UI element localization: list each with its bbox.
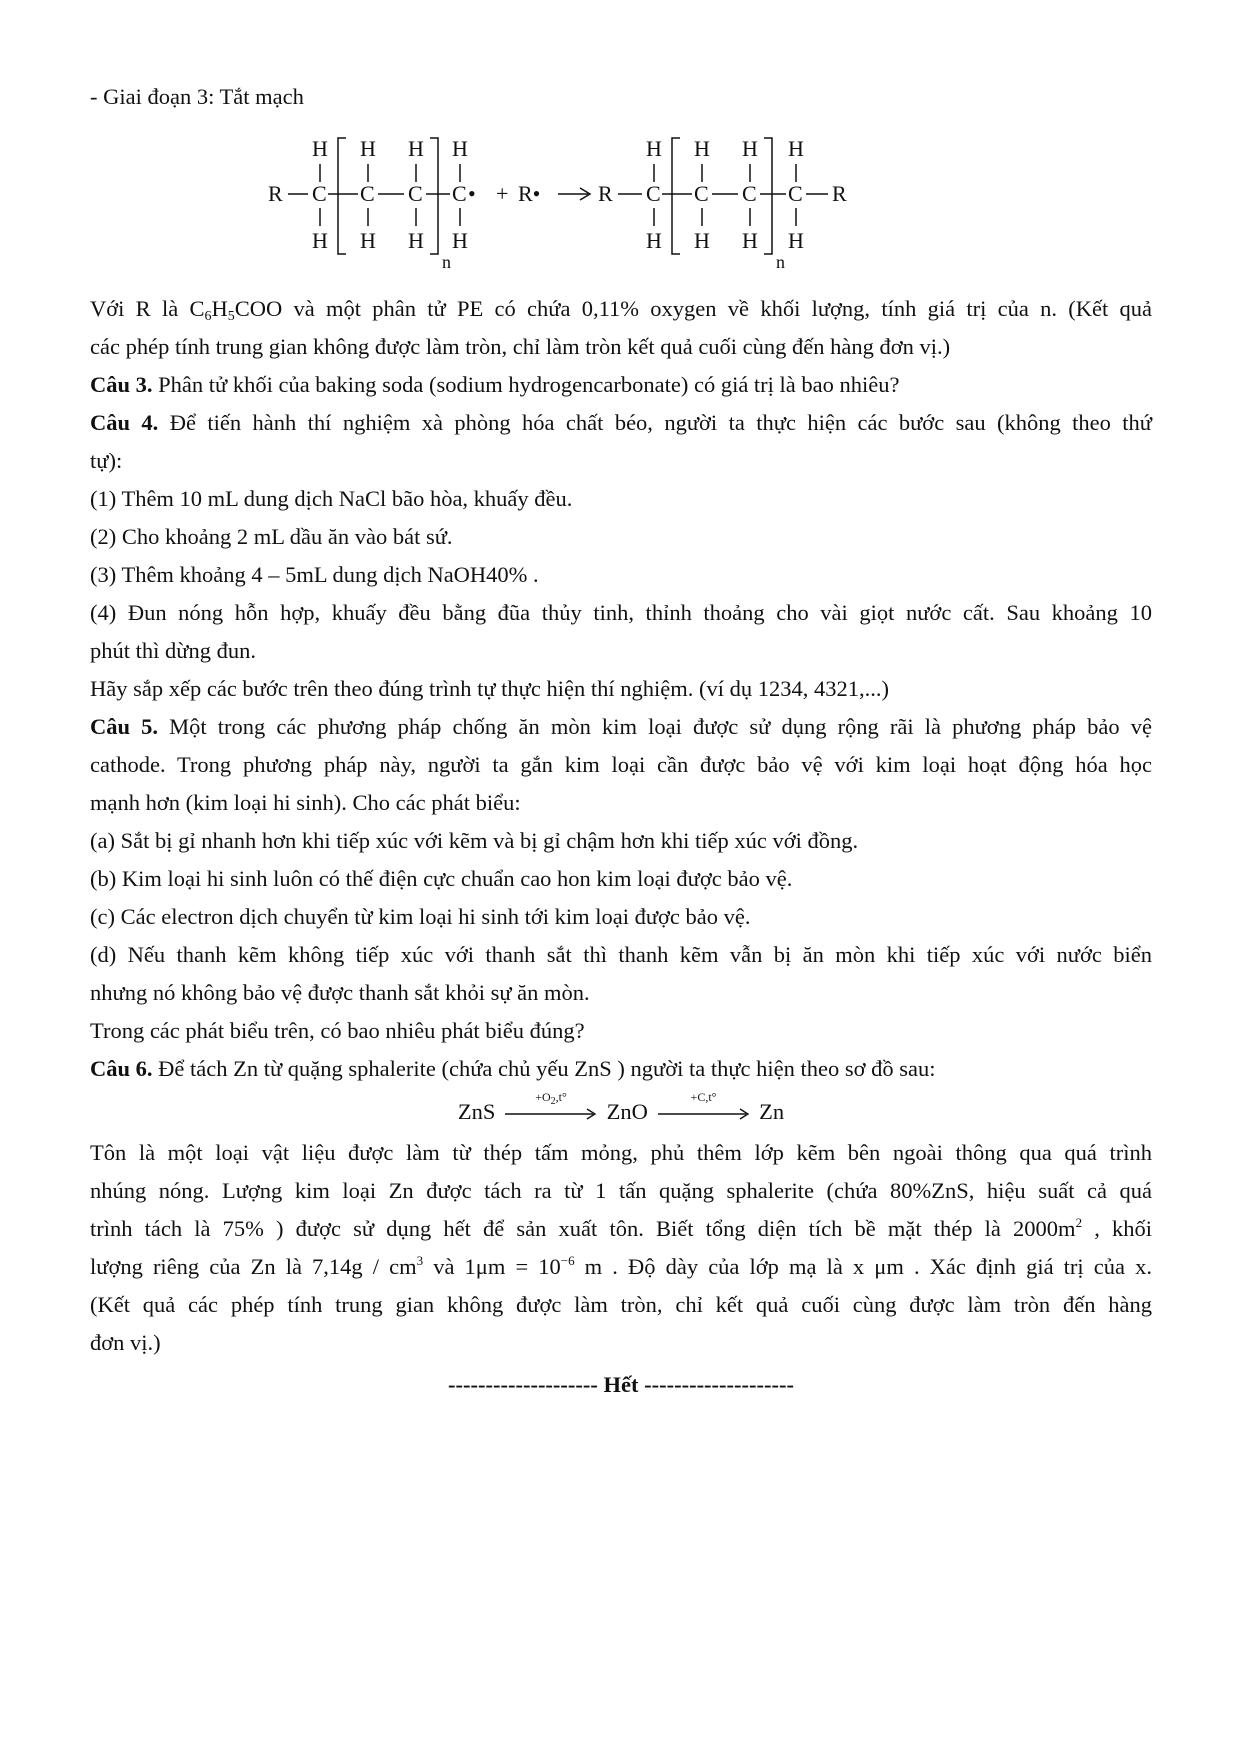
r-formula: $C_6H_5COO$ [189, 296, 283, 324]
reaction-structure-svg [268, 126, 1028, 276]
left-r-group: R [268, 181, 283, 206]
svg-text:H: H [788, 136, 804, 161]
scheme-condition-2: +C,t° [690, 1089, 717, 1104]
q4-label: Câu 4. [90, 410, 159, 435]
q5-question: Trong các phát biểu trên, có bao nhiêu phát biểu đúng? [90, 1018, 585, 1043]
q5-statement-d-line-1: (d) Nếu thanh kẽm không tiếp xúc với thanh sắt thì thanh kẽm vẫn bị ăn mòn khi tiếp xúc với nước biển [90, 942, 1152, 967]
svg-text:H: H [312, 136, 328, 161]
svg-text:H: H [408, 228, 424, 253]
q4-step-4-line-1: (4) Đun nóng hỗn hợp, khuấy đều bằng đũa thủy tinh, thỉnh thoảng cho vài giọt nước cất. Sau khoảng 10 [90, 600, 1152, 625]
svg-text:H: H [360, 228, 376, 253]
question-4-line-2: tự): [90, 448, 123, 473]
q4-step-4-line-2: phút thì dừng đun. [90, 638, 256, 663]
q6-paragraph-line-3: trình tách là 75% ) được sử dụng hết để sản xuất tôn. Biết tổng diện tích bề mặt thép là $2000m^2$ , khối [90, 1215, 1152, 1241]
q5-statement-b: (b) Kim loại hi sinh luôn có thế điện cực chuẩn cao hon kim loại được bảo vệ. [90, 866, 793, 891]
q6-paragraph-line-5: (Kết quả các phép tính trung gian không được làm tròn, chỉ kết quả cuối cùng được làm tròn đến hàng [90, 1292, 1152, 1317]
svg-text:H: H [646, 136, 662, 161]
q5-statement-c: (c) Các electron dịch chuyển từ kim loại hi sinh tới kim loại được bảo vệ. [90, 904, 751, 929]
question-4-line-1: Câu 4. Để tiến hành thí nghiệm xà phòng hóa chất béo, người ta thực hiện các bước sau (không theo thứ [90, 410, 1152, 435]
right-r-group-left: R [598, 181, 613, 206]
q4-step-1: (1) Thêm 10 mL dung dịch NaCl bão hòa, khuấy đều. [90, 486, 573, 511]
svg-text:+: + [496, 181, 509, 206]
arrow-right-icon-2 [656, 1102, 752, 1126]
left-n-subscript: n [442, 252, 451, 272]
svg-text:C: C [694, 181, 709, 206]
svg-text:H: H [694, 136, 710, 161]
end-marker: -------------------- Hết -------------------- [448, 1372, 794, 1397]
svg-text:H: H [408, 136, 424, 161]
q4-step-2: (2) Cho khoảng 2 mL dầu ăn vào bát sứ. [90, 524, 453, 549]
intro-line-2: các phép tính trung gian không được làm tròn, chỉ làm tròn kết quả cuối cùng đến hàng đơn vị.) [90, 334, 951, 359]
q3-label: Câu 3. [90, 372, 153, 397]
svg-text:H: H [694, 228, 710, 253]
question-6-line-1: Câu 6. Để tách Zn từ quặng sphalerite (chứa chủ yếu ZnS ) người ta thực hiện theo sơ đồ sau: [90, 1056, 936, 1081]
scheme-zno: ZnO [606, 1099, 648, 1124]
svg-text:H: H [360, 136, 376, 161]
svg-text:C: C [408, 181, 423, 206]
right-r-group-right: R [832, 181, 847, 206]
document-page [90, 78, 1152, 1404]
q4-step-3: (3) Thêm khoảng 4 – 5mL dung dịch NaOH40% . [90, 562, 539, 587]
svg-text:H: H [452, 228, 468, 253]
q5-statement-d-line-2: nhưng nó không bảo vệ được thanh sắt khỏi sự ăn mòn. [90, 980, 590, 1005]
svg-text:C: C [360, 181, 375, 206]
arrow-right-icon-1 [503, 1102, 599, 1126]
svg-text:C: C [788, 181, 803, 206]
q5-label: Câu 5. [90, 714, 158, 739]
scheme-zn: Zn [759, 1099, 785, 1124]
svg-text:H: H [742, 228, 758, 253]
q6-paragraph-line-4: lượng riêng của Zn là $7,14g / cm^3$ và $1\mu m = 10^{-6}$ m . Độ dày của lớp mạ là x μm . Xác định giá trị của x. [90, 1253, 1152, 1279]
scheme-zns: ZnS [457, 1099, 496, 1124]
termination-reaction-formula [90, 126, 1152, 276]
question-5-line-2: cathode. Trong phương pháp này, người ta gắn kim loại cần được bảo vệ với kim loại hoạt động hóa học [90, 752, 1152, 777]
svg-text:H: H [646, 228, 662, 253]
q4-question: Hãy sắp xếp các bước trên theo đúng trình tự thực hiện thí nghiệm. (ví dụ 1234, 4321,...) [90, 676, 889, 701]
scheme-condition-1: $+O_2,t^\circ$ [535, 1089, 567, 1107]
question-3: Câu 3. Phân tử khối của baking soda (sodium hydrogencarbonate) có giá trị là bao nhiêu? [90, 372, 900, 397]
stage-heading: - Giai đoạn 3: Tắt mạch [90, 84, 304, 109]
svg-text:H: H [742, 136, 758, 161]
intro-line-1: Với R là $C_6H_5COO$ và một phân tử PE có chứa 0,11% oxygen về khối lượng, tính giá trị của n. (Kết quả [90, 296, 1153, 324]
svg-text:H: H [312, 228, 328, 253]
q5-statement-a: (a) Sắt bị gỉ nhanh hơn khi tiếp xúc với kẽm và bị gỉ chậm hơn khi tiếp xúc với đồng. [90, 828, 859, 853]
question-5-line-3: mạnh hơn (kim loại hi sinh). Cho các phát biểu: [90, 790, 521, 815]
q6-paragraph-line-6: đơn vị.) [90, 1330, 161, 1355]
q6-paragraph-line-2: nhúng nóng. Lượng kim loại Zn được tách ra từ 1 tấn quặng sphalerite (chứa 80%ZnS, hiệu suất cả quá [90, 1178, 1152, 1203]
question-5-line-1: Câu 5. Một trong các phương pháp chống ăn mòn kim loại được sử dụng rộng rãi là phương pháp bảo vệ [90, 714, 1152, 739]
svg-text:H: H [788, 228, 804, 253]
svg-text:C: C [646, 181, 661, 206]
zn-extraction-scheme [90, 1089, 1152, 1132]
scheme-arrow-2 [656, 1089, 752, 1126]
radical-reactant: R• [518, 181, 541, 206]
right-n-subscript: n [776, 252, 785, 272]
scheme-arrow-1 [503, 1089, 599, 1126]
svg-text:C: C [452, 181, 467, 206]
svg-text:H: H [452, 136, 468, 161]
svg-text:C: C [742, 181, 757, 206]
svg-text:•: • [468, 181, 476, 206]
svg-text:C: C [312, 181, 327, 206]
q6-paragraph-line-1: Tôn là một loại vật liệu được làm từ thép tấm mỏng, phủ thêm lớp kẽm bên ngoài thông qua quá trình [90, 1140, 1152, 1165]
q6-label: Câu 6. [90, 1056, 153, 1081]
